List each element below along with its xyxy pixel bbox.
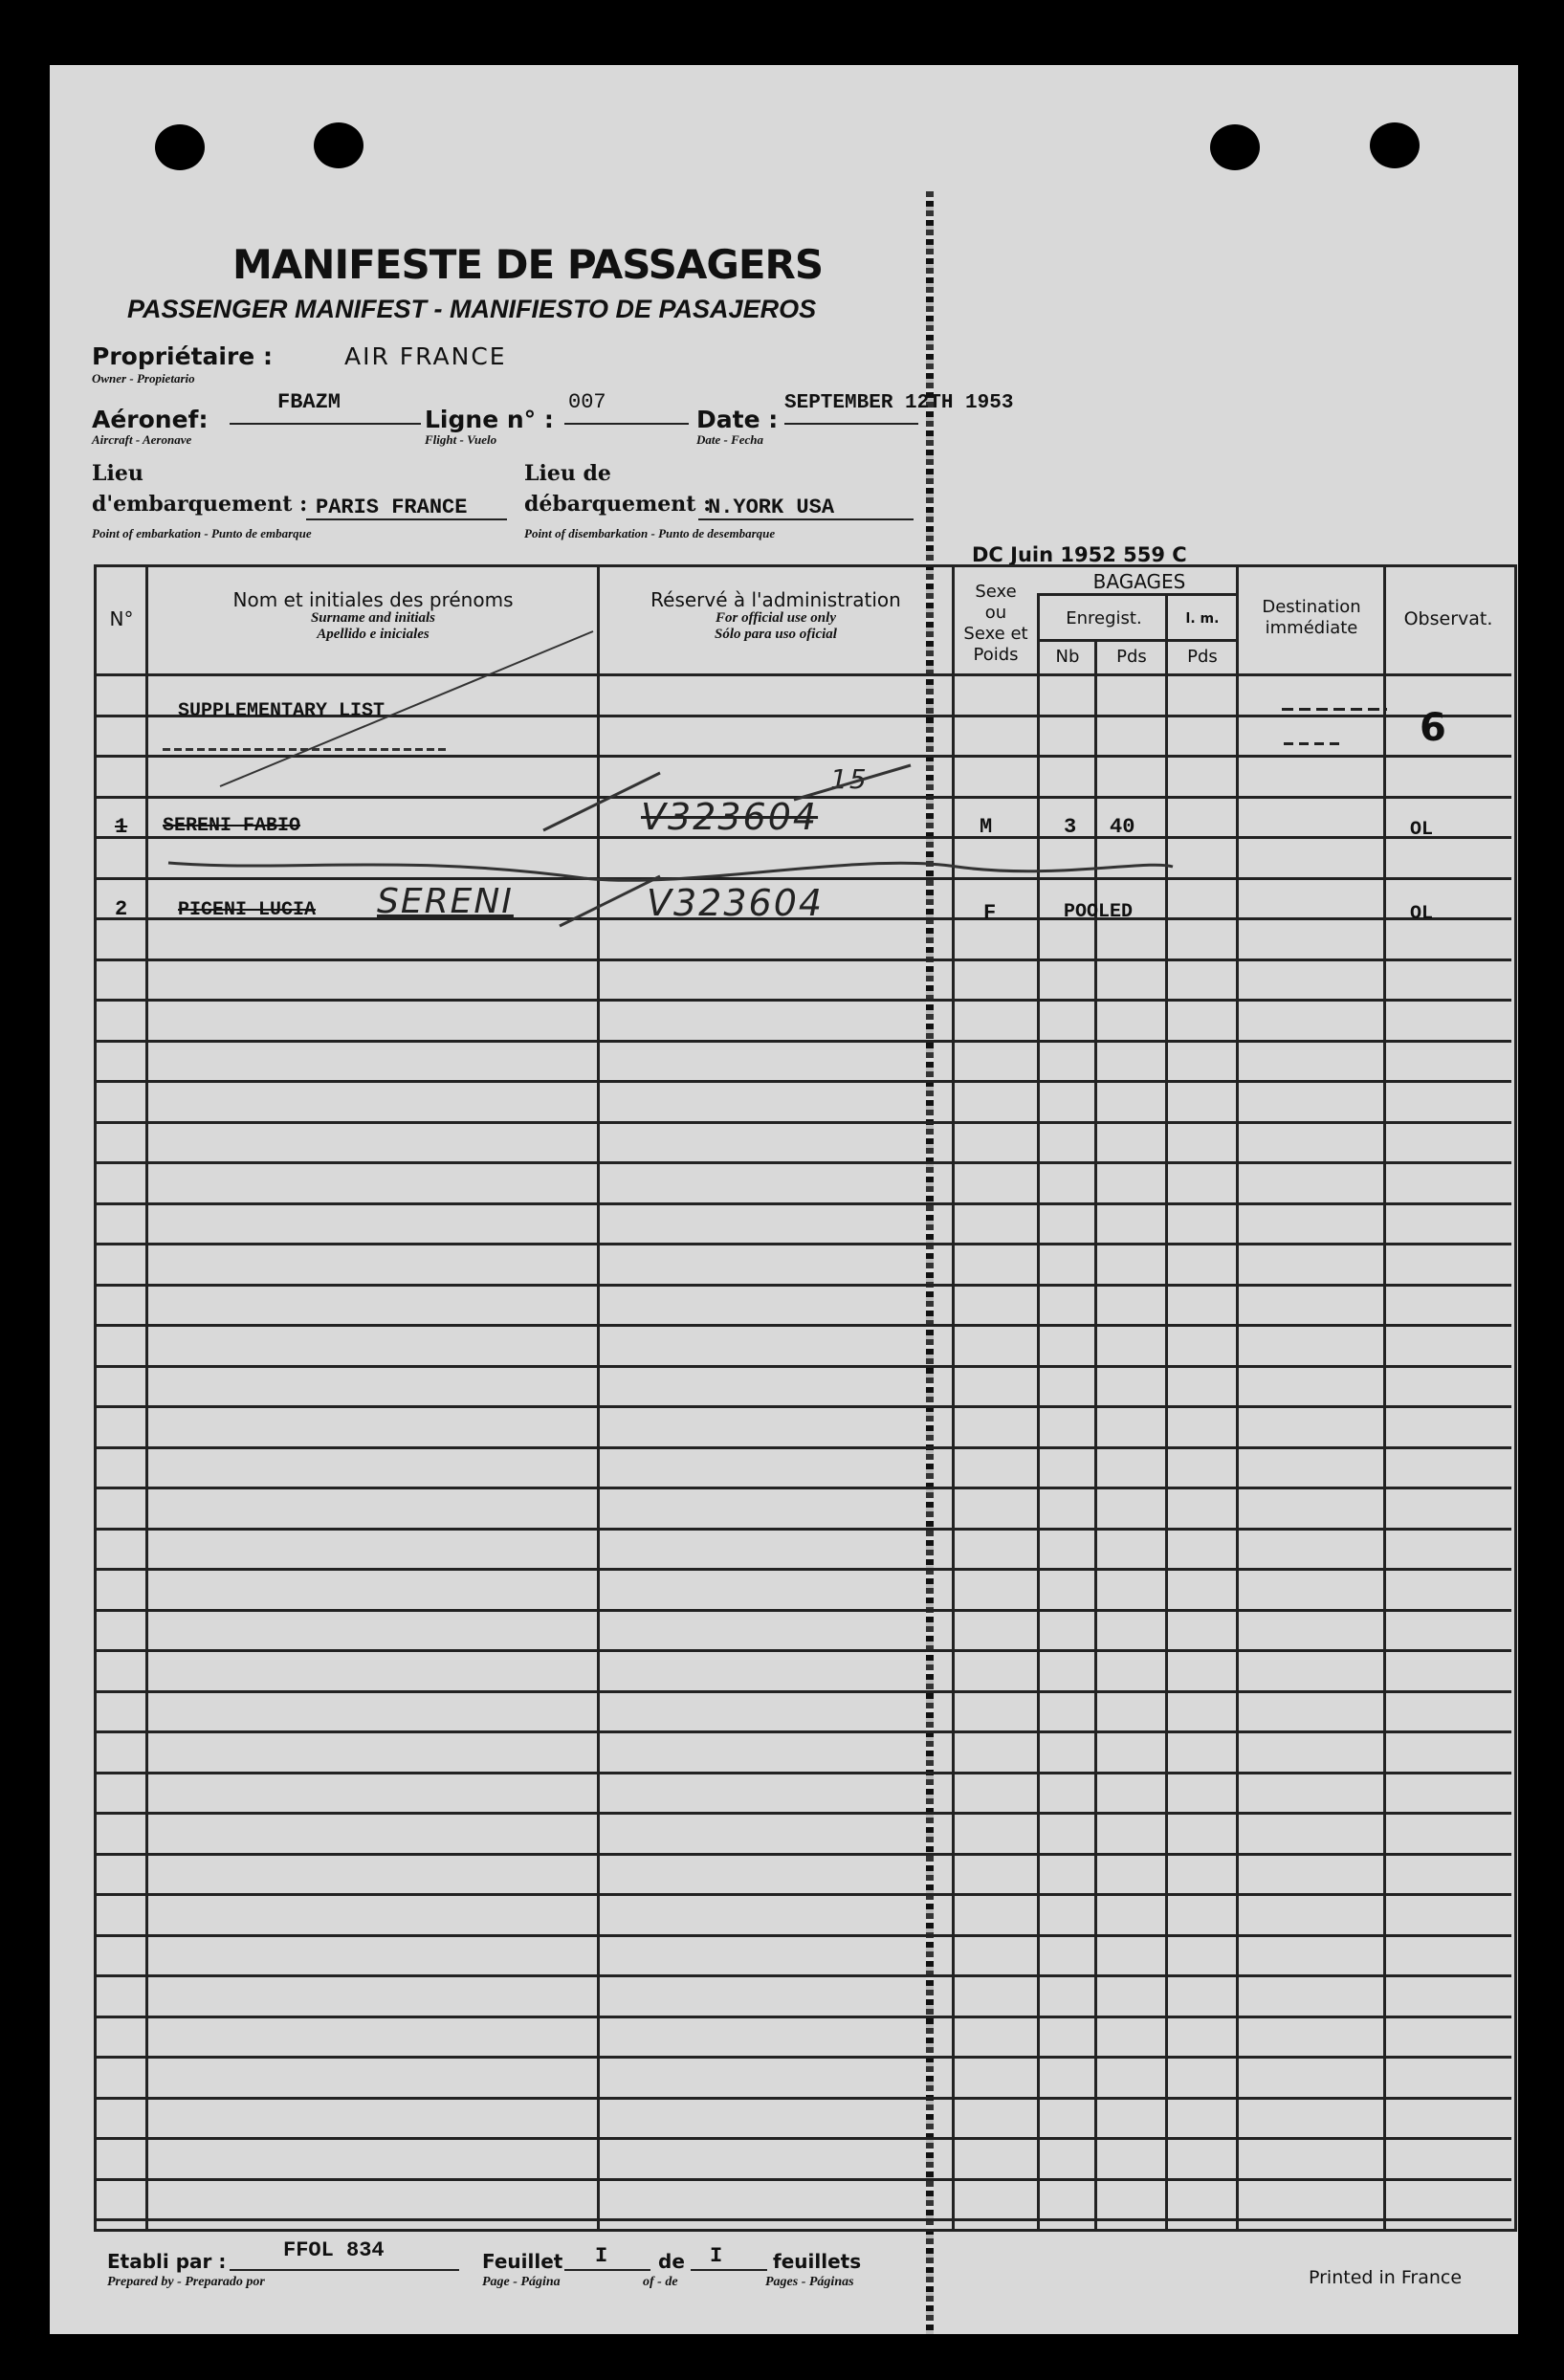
page-subtitle: PASSENGER MANIFEST - MANIFIESTO DE PASAJEROS: [127, 295, 817, 323]
aircraft-label: Aéronef:: [92, 406, 209, 433]
col-header-lm: l. m.: [1185, 611, 1220, 627]
row-1-admin: V323604: [641, 796, 819, 838]
sheet-label: Feuillet: [482, 2250, 563, 2273]
row-1-pds: 40: [1110, 815, 1135, 839]
row-1-obs: OL: [1410, 819, 1434, 841]
sheets-label: feuillets: [773, 2250, 862, 2273]
row-1-sex: M: [980, 815, 993, 839]
row-1-nb: 3: [1064, 815, 1077, 839]
col-header-dest-2: immédiate: [1265, 618, 1358, 638]
col-header-sex-3: Sexe et: [963, 624, 1028, 644]
owner-sublabel: Owner - Propietario: [92, 371, 195, 386]
flight-label: Ligne n° :: [425, 406, 554, 433]
footer-divider: [94, 2229, 1514, 2232]
of-underline: [691, 2269, 767, 2271]
row-2-name-correction: SERENI: [377, 882, 514, 921]
embarkation-sublabel: Point of embarkation - Punto de embarque: [92, 526, 312, 540]
sheet-sublabel: Page - Página: [482, 2275, 561, 2289]
col-header-sex-1: Sexe: [975, 582, 1017, 602]
page-title: MANIFESTE DE PASSAGERS: [232, 241, 824, 288]
observation-mark: 6: [1420, 706, 1446, 750]
date-value: SEPTEMBER 12TH 1953: [784, 392, 1014, 414]
printed-in-france: Printed in France: [1309, 2267, 1463, 2288]
col-header-enregist: Enregist.: [1066, 608, 1142, 628]
row-2-name: PICENI LUCIA: [178, 899, 317, 921]
embarkation-label-2: d'embarquement :: [92, 492, 308, 517]
aircraft-sublabel: Aircraft - Aeronave: [92, 432, 192, 447]
of-value: I: [710, 2244, 723, 2268]
aircraft-value: FBAZM: [277, 390, 341, 414]
col-header-dest-1: Destination: [1262, 597, 1361, 617]
col-header-obs: Observat.: [1403, 608, 1493, 629]
col-header-name-fr: Nom et initiales des prénoms: [232, 588, 514, 611]
col-header-admin-en: For official use only: [716, 610, 836, 626]
row-1-no: 1: [115, 815, 128, 839]
owner-label: Propriétaire :: [92, 342, 273, 370]
date-sublabel: Date - Fecha: [696, 432, 764, 447]
date-label: Date :: [696, 406, 779, 433]
of-sublabel: of - de: [643, 2275, 678, 2289]
prepared-value: FFOL 834: [283, 2238, 385, 2262]
of-label: de: [658, 2250, 685, 2273]
col-header-nb: Nb: [1055, 647, 1080, 667]
flight-value: 007: [568, 390, 606, 414]
prepared-underline: [230, 2269, 459, 2271]
form-code: DC Juin 1952 559 C: [972, 543, 1187, 566]
row-1-admin-correction: 15: [830, 763, 869, 795]
disembarkation-sublabel: Point of disembarkation - Punto de desembarque: [524, 526, 776, 540]
row-2-admin: V323604: [647, 882, 825, 924]
col-header-bagages: BAGAGES: [1092, 570, 1186, 593]
col-header-pds: Pds: [1116, 647, 1147, 667]
prepared-label: Etabli par :: [107, 2250, 227, 2273]
col-header-pds2: Pds: [1187, 647, 1218, 667]
sheets-sublabel: Pages - Páginas: [765, 2275, 854, 2289]
col-header-name-en: Surname and initials: [310, 610, 436, 626]
sheet-underline: [564, 2269, 650, 2271]
prepared-sublabel: Prepared by - Preparado por: [107, 2275, 265, 2289]
row-2-sex: F: [983, 901, 997, 925]
flight-sublabel: Flight - Vuelo: [425, 432, 497, 447]
col-header-admin-fr: Réservé à l'administration: [650, 588, 901, 611]
supplementary-label: SUPPLEMENTARY LIST: [178, 700, 385, 722]
row-2-obs: OL: [1410, 903, 1434, 925]
embarkation-label-1: Lieu: [92, 461, 143, 486]
col-header-sex-2: ou: [984, 603, 1007, 623]
col-header-no: N°: [109, 607, 134, 630]
disembarkation-value: N.YORK USA: [708, 496, 835, 519]
disembarkation-label-2: débarquement :: [524, 492, 712, 517]
row-1-name: SERENI FABIO: [163, 815, 301, 837]
row-2-baggage: POOLED: [1064, 901, 1134, 923]
col-header-name-es: Apellido e iniciales: [317, 627, 430, 642]
embarkation-value: PARIS FRANCE: [316, 496, 468, 519]
col-header-admin-es: Sólo para uso oficial: [715, 627, 837, 642]
sheet-value: I: [595, 2244, 608, 2268]
row-2-no: 2: [115, 897, 128, 921]
col-header-sex-4: Poids: [973, 645, 1019, 665]
owner-value: AIR FRANCE: [344, 342, 507, 370]
disembarkation-label-1: Lieu de: [524, 461, 611, 486]
